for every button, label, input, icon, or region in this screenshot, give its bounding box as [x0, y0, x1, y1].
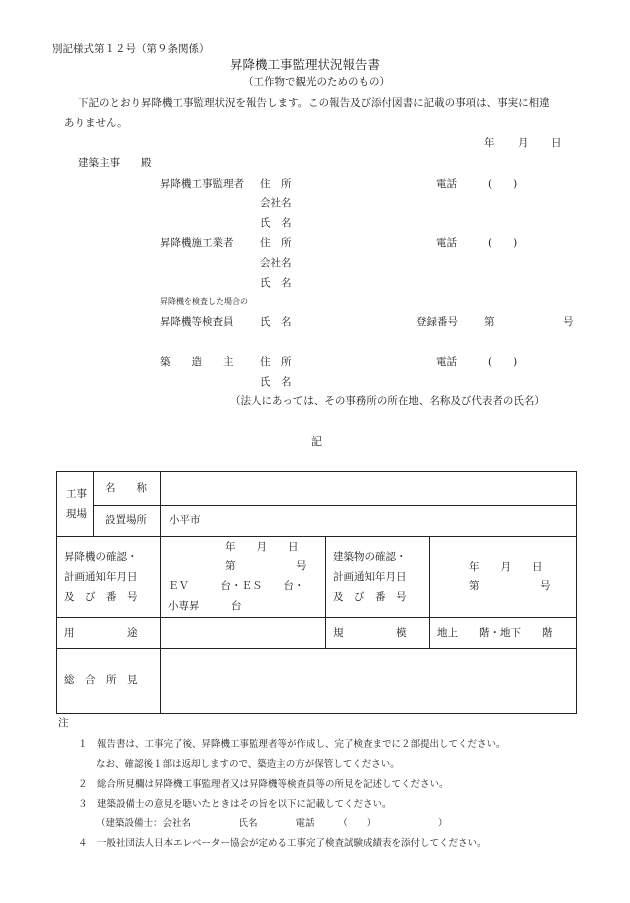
contractor-name-label: 氏 名: [260, 277, 292, 289]
table-vline: [429, 536, 430, 648]
table-hline: [93, 505, 576, 506]
corporation-note: （法人にあっては、その事務所の所在地、名称及び代表者の氏名）: [230, 395, 545, 407]
intro-line-2: ありません。: [64, 117, 128, 129]
table-vline: [93, 472, 94, 536]
elevator-conf-label-3: 及 び 番 号: [64, 591, 138, 603]
elevator-dai: 第: [225, 560, 236, 572]
building-go: 号: [540, 580, 551, 592]
notes-heading: 注: [58, 717, 69, 729]
inspector-name-label: 氏 名: [260, 316, 292, 328]
note-1b: なお、確認後１部は返却しますので、築造主の方が保管してください。: [96, 759, 400, 770]
owner-role: 築 造 主: [160, 356, 234, 368]
scale-label: 規 模: [333, 627, 407, 639]
intro-line-1: 下記のとおり昇降機工事監理状況を報告します。この報告及び添付図書に記載の事項は、事実に相違: [78, 97, 550, 109]
contractor-role: 昇降機施工業者: [160, 237, 234, 249]
date-year: 年: [484, 137, 495, 149]
opinion-label: 総 合 所 見: [64, 674, 138, 686]
date-day: 日: [551, 137, 562, 149]
note-3: ３ 建築設備士の意見を聴いたときはその旨を以下に記載してください。: [78, 799, 392, 810]
owner-phone-paren: ( ): [488, 356, 518, 368]
note-1: １ 報告書は、工事完了後、昇降機工事監理者等が作成し、完了検査までに２部提出してください。: [78, 739, 506, 750]
date-month: 月: [518, 137, 529, 149]
building-conf-label-2: 計画通知年月日: [333, 571, 407, 583]
inspector-note: 昇降機を検査した場合の: [160, 297, 248, 306]
elevator-conf-label-2: 計画通知年月日: [64, 571, 138, 583]
report-table: [56, 471, 577, 714]
supervisor-phone-paren: ( ): [488, 178, 518, 190]
elevator-ev-count: ＥＶ 台・ＥＳ 台・: [168, 580, 305, 592]
owner-name-label: 氏 名: [260, 376, 292, 388]
site-label-2: 現場: [66, 508, 87, 520]
contractor-phone-paren: ( ): [488, 237, 518, 249]
contractor-company-label: 会社名: [260, 257, 292, 269]
owner-phone-label: 電話: [436, 356, 457, 368]
building-conf-label-3: 及 び 番 号: [333, 591, 407, 603]
floors-value: 地上 階・地下 階: [437, 627, 553, 639]
location-label: 設置場所: [105, 514, 147, 526]
building-conf-label-1: 建築物の確認・: [333, 551, 407, 563]
inspector-reg-dai: 第: [484, 316, 495, 328]
inspector-reg-go: 号: [563, 316, 574, 328]
contractor-phone-label: 電話: [436, 237, 457, 249]
elevator-date: 年 月 日: [225, 541, 299, 553]
note-4: ４ 一般社団法人日本エレベーター協会が定める工事完了検査試験成績表を添付してください。: [78, 838, 487, 849]
supervisor-name-label: 氏 名: [260, 217, 292, 229]
note-3b: （建築設備士：会社名 氏名 電話 （ ） ）: [96, 818, 448, 829]
document-subtitle: （工作物で観光のためのもの）: [243, 76, 390, 88]
table-hline: [57, 648, 576, 649]
name-label: 名 称: [105, 482, 147, 494]
table-hline: [57, 617, 576, 618]
elevator-small-count: 小専昇 台: [168, 600, 242, 612]
site-label-1: 工事: [66, 488, 87, 500]
location-value: 小平市: [169, 514, 201, 526]
document-title: 昇降機工事監理状況報告書: [230, 57, 381, 72]
note-2: ２ 総合所見欄は昇降機工事監理者又は昇降機等検査員等の所見を記述してください。: [78, 779, 449, 790]
elevator-go: 号: [296, 560, 307, 572]
addressee: 建築主事 殿: [78, 157, 152, 169]
building-dai: 第: [469, 580, 480, 592]
table-vline: [325, 536, 326, 648]
table-vline: [160, 472, 161, 713]
supervisor-address-label: 住 所: [260, 178, 292, 190]
table-hline: [57, 536, 576, 537]
elevator-conf-label-1: 昇降機の確認・: [64, 551, 138, 563]
supervisor-role: 昇降機工事監理者: [160, 178, 244, 190]
inspector-reg-label: 登録番号: [416, 316, 458, 328]
contractor-address-label: 住 所: [260, 237, 292, 249]
inspector-role: 昇降機等検査員: [160, 316, 234, 328]
supervisor-company-label: 会社名: [260, 197, 292, 209]
use-label: 用 途: [64, 627, 138, 639]
ki-heading: 記: [311, 435, 322, 448]
owner-address-label: 住 所: [260, 356, 292, 368]
supervisor-phone-label: 電話: [436, 178, 457, 190]
form-number: 別記様式第１２号（第９条関係）: [52, 43, 210, 55]
building-date: 年 月 日: [469, 561, 543, 573]
